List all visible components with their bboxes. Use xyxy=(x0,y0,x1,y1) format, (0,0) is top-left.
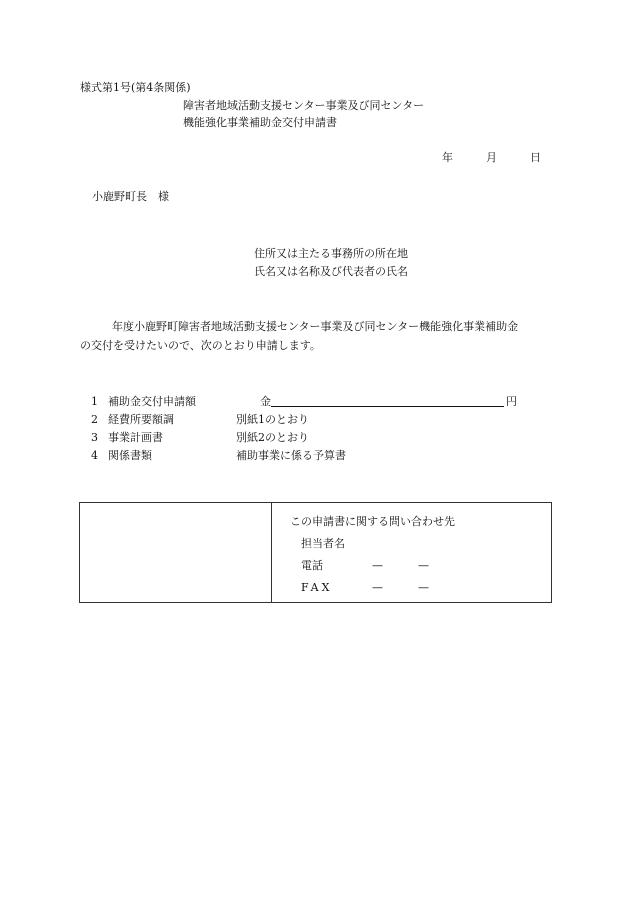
amount-underline xyxy=(271,406,504,407)
addressee: 小鹿野町長 様 xyxy=(92,190,169,203)
item-number: 1 xyxy=(91,395,98,408)
form-title-line1: 障害者地域活動支援センター事業及び同センター xyxy=(183,99,425,112)
contact-heading: この申請書に関する問い合わせ先 xyxy=(290,515,455,528)
item-label: 補助金交付申請額 xyxy=(108,395,196,408)
item-number: 3 xyxy=(91,431,98,444)
contact-fax-label: FAX xyxy=(301,581,333,594)
item-label: 関係書類 xyxy=(108,449,152,462)
date-year-label: 年 xyxy=(442,151,453,164)
phone-dash-2: — xyxy=(418,559,429,572)
contact-box xyxy=(79,502,552,603)
item-label: 経費所要額調 xyxy=(108,413,174,426)
item-label: 事業計画書 xyxy=(108,431,163,444)
contact-phone-row xyxy=(301,560,323,571)
fax-dash-2: — xyxy=(418,581,429,594)
form-number: 様式第1号(第4条関係) xyxy=(80,81,191,94)
item-number: 4 xyxy=(91,449,98,462)
contact-box-divider xyxy=(271,503,272,602)
item-value: 別紙1のとおり xyxy=(236,413,309,426)
date-month-label: 月 xyxy=(486,151,497,164)
fax-dash-1: — xyxy=(372,581,383,594)
item-number: 2 xyxy=(91,413,98,426)
date-field xyxy=(442,152,541,163)
body-text-line1: 年度小鹿野町障害者地域活動支援センター事業及び同センター機能強化事業補助金 xyxy=(112,320,519,333)
form-title-line2: 機能強化事業補助金交付申請書 xyxy=(183,116,337,129)
applicant-address-label: 住所又は主たる事務所の所在地 xyxy=(254,247,408,260)
applicant-name-label: 氏名又は名称及び代表者の氏名 xyxy=(254,265,408,278)
contact-phone-label: 電話 xyxy=(301,559,323,572)
item-value: 別紙2のとおり xyxy=(236,431,309,444)
amount-unit: 円 xyxy=(506,395,517,408)
phone-dash-1: — xyxy=(372,559,383,572)
body-text-line2: の交付を受けたいので、次のとおり申請します。 xyxy=(80,339,321,352)
amount-prefix: 金 xyxy=(260,395,271,408)
date-day-label: 日 xyxy=(530,151,541,164)
item-value: 補助事業に係る予算書 xyxy=(236,449,346,462)
contact-person-label: 担当者名 xyxy=(301,537,345,550)
